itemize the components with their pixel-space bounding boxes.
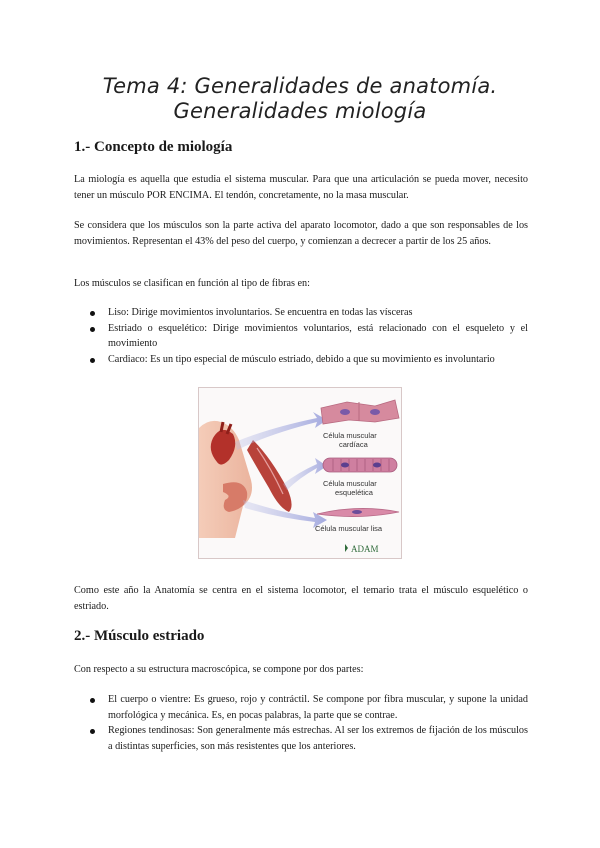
list-item — [74, 692, 528, 723]
label-cardiac-line-1: Célula muscular — [323, 431, 377, 440]
section-1-paragraph-3: Los músculos se clasifican en función al tipo de fibras en: — [74, 278, 310, 289]
list-item — [74, 723, 528, 754]
list-item-text: Cardiaco: Es un tipo especial de músculo estriado, debido a que su movimiento es involuntario — [108, 353, 495, 365]
list-item-text: Estriado o esquelético: Dirige movimientos voluntarios, está relacionado con el esqueleto y el movimiento — [108, 322, 528, 349]
fiber-type-list — [74, 305, 528, 367]
muscle-types-illustration — [198, 387, 402, 559]
list-item — [74, 352, 528, 368]
label-skeletal-line-2: esquelética — [335, 488, 373, 497]
document-title-line-1: Tema 4: Generalidades de anatomía. — [102, 74, 498, 98]
bullet-icon — [90, 358, 95, 363]
section-1-heading: 1.- Concepto de miología — [74, 139, 233, 155]
arm-muscle-icon — [247, 440, 292, 512]
adam-logo: ADAM — [351, 544, 379, 554]
bullet-icon — [90, 698, 95, 703]
label-smooth: Célula muscular lisa — [315, 524, 383, 533]
bullet-icon — [90, 327, 95, 332]
label-skeletal-line-1: Célula muscular — [323, 479, 377, 488]
section-1-paragraph-1: La miología es aquella que estudia el sistema muscular. Para que una articulación se pueda mover, necesito tener un músculo POR ENCIMA. El tendón, concretamente, no la masa muscular. — [74, 174, 528, 201]
list-item — [74, 305, 528, 321]
bullet-icon — [90, 311, 95, 316]
list-item-text: Regiones tendinosas: Son generalmente más estrechas. Al ser los extremos de fijación de los músculos a distintas superficies, son más resistentes que los anteriores. — [108, 725, 528, 752]
list-item-text: El cuerpo o vientre: Es grueso, rojo y contráctil. Se compone por fibra muscular, y supone la unidad morfológica y mecánica. Es, en pocas palabras, la parte que se contrae. — [108, 694, 528, 721]
adam-logo-icon — [345, 544, 348, 552]
label-cardiac-line-2: cardíaca — [339, 440, 368, 449]
section-1-paragraph-2: Se considera que los músculos son la parte activa del aparato locomotor, dado a que son responsables de los movimientos. Representan el 43% del peso del cuerpo, y comienzan a decrecer a partir de los 25 años. — [74, 220, 528, 247]
section-1-paragraph-4: Como este año la Anatomía se centra en el sistema locomotor, el temario trata el músculo esquelético o estriado. — [74, 585, 528, 612]
section-2-paragraph-1: Con respecto a su estructura macroscópica, se compone por dos partes: — [74, 664, 364, 675]
smooth-cell-icon — [317, 508, 399, 516]
bullet-icon — [90, 729, 95, 734]
skeletal-cell-icon — [323, 458, 397, 472]
document-title-line-2: Generalidades miología — [173, 99, 427, 123]
list-item-text: Liso: Dirige movimientos involuntarios. Se encuentra en todas las vísceras — [108, 307, 413, 318]
arrow-skeletal-icon — [283, 458, 327, 490]
list-item — [74, 321, 528, 352]
arrow-cardiac-icon — [235, 412, 327, 450]
section-2-heading: 2.- Músculo estriado — [74, 628, 205, 644]
cardiac-cell-icon — [321, 400, 399, 424]
muscle-illustration-svg — [199, 388, 401, 558]
muscle-parts-list — [74, 692, 528, 754]
